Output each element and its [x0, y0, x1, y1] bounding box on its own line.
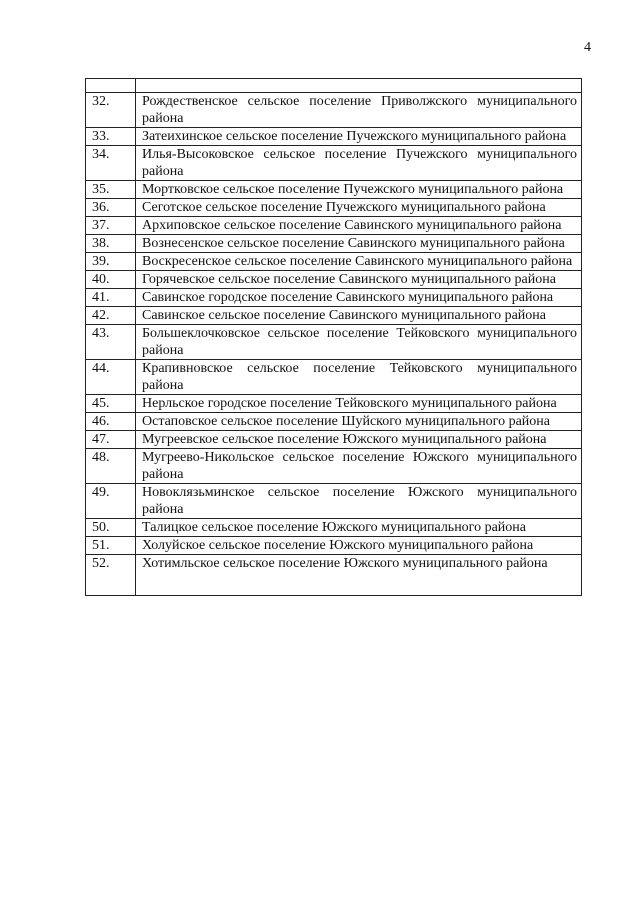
table-row: [86, 395, 582, 413]
row-text: Вознесенское сельское поселение Савинского муниципального района: [136, 235, 582, 253]
table-row: [86, 431, 582, 449]
row-text: Большеклочковское сельское поселение Тейковского муниципального района: [136, 325, 582, 360]
row-text: Новоклязьминское сельское поселение Южского муниципального района: [136, 484, 582, 519]
row-text: Остаповское сельское поселение Шуйского муниципального района: [136, 413, 582, 431]
row-text: Архиповское сельское поселение Савинского муниципального района: [136, 217, 582, 235]
table-row: [86, 537, 582, 555]
row-number: 48.: [86, 449, 136, 484]
table-row: [86, 289, 582, 307]
row-number: 45.: [86, 395, 136, 413]
table-row: [86, 128, 582, 146]
row-number: 49.: [86, 484, 136, 519]
row-number: 41.: [86, 289, 136, 307]
header-cell-number: [86, 79, 136, 93]
table-row: [86, 519, 582, 537]
row-number: 50.: [86, 519, 136, 537]
row-number: 51.: [86, 537, 136, 555]
table-row: [86, 413, 582, 431]
row-text: Илья-Высоковское сельское поселение Пучежского муниципального района: [136, 146, 582, 181]
row-text: Крапивновское сельское поселение Тейковского муниципального района: [136, 360, 582, 395]
row-text: Савинское сельское поселение Савинского муниципального района: [136, 307, 582, 325]
row-number: 35.: [86, 181, 136, 199]
table-row: [86, 555, 582, 596]
row-number: 42.: [86, 307, 136, 325]
row-number: 36.: [86, 199, 136, 217]
table-header-row: [86, 79, 582, 93]
row-number: 32.: [86, 93, 136, 128]
row-number: 46.: [86, 413, 136, 431]
row-text: Хотимльское сельское поселение Южского муниципального района: [136, 555, 582, 596]
table-row: [86, 93, 582, 128]
table-row: [86, 253, 582, 271]
row-text: Горячевское сельское поселение Савинского муниципального района: [136, 271, 582, 289]
table-row: [86, 325, 582, 360]
row-text: Воскресенское сельское поселение Савинского муниципального района: [136, 253, 582, 271]
row-text: Талицкое сельское поселение Южского муниципального района: [136, 519, 582, 537]
row-number: 43.: [86, 325, 136, 360]
table-row: [86, 449, 582, 484]
table-row: [86, 199, 582, 217]
row-text: Савинское городское поселение Савинского муниципального района: [136, 289, 582, 307]
row-number: 44.: [86, 360, 136, 395]
table-row: [86, 484, 582, 519]
row-text: Нерльское городское поселение Тейковского муниципального района: [136, 395, 582, 413]
header-cell-name: [136, 79, 582, 93]
table-row: [86, 307, 582, 325]
row-number: 34.: [86, 146, 136, 181]
row-number: 37.: [86, 217, 136, 235]
row-text: Мортковское сельское поселение Пучежского муниципального района: [136, 181, 582, 199]
row-number: 40.: [86, 271, 136, 289]
row-number: 33.: [86, 128, 136, 146]
row-text: Холуйское сельское поселение Южского муниципального района: [136, 537, 582, 555]
row-text: Мугреевское сельское поселение Южского муниципального района: [136, 431, 582, 449]
row-number: 47.: [86, 431, 136, 449]
row-number: 52.: [86, 555, 136, 596]
row-text: Рождественское сельское поселение Приволжского муниципального района: [136, 93, 582, 128]
table-row: [86, 360, 582, 395]
table-row: [86, 271, 582, 289]
table-row: [86, 235, 582, 253]
row-number: 39.: [86, 253, 136, 271]
row-text: Сеготское сельское поселение Пучежского муниципального района: [136, 199, 582, 217]
row-text: Мугреево-Никольское сельское поселение Южского муниципального района: [136, 449, 582, 484]
table-row: [86, 181, 582, 199]
table-row: [86, 217, 582, 235]
settlements-table: [85, 78, 582, 596]
table-row: [86, 146, 582, 181]
row-number: 38.: [86, 235, 136, 253]
page-number: 4: [584, 40, 591, 55]
row-text: Затеихинское сельское поселение Пучежского муниципального района: [136, 128, 582, 146]
